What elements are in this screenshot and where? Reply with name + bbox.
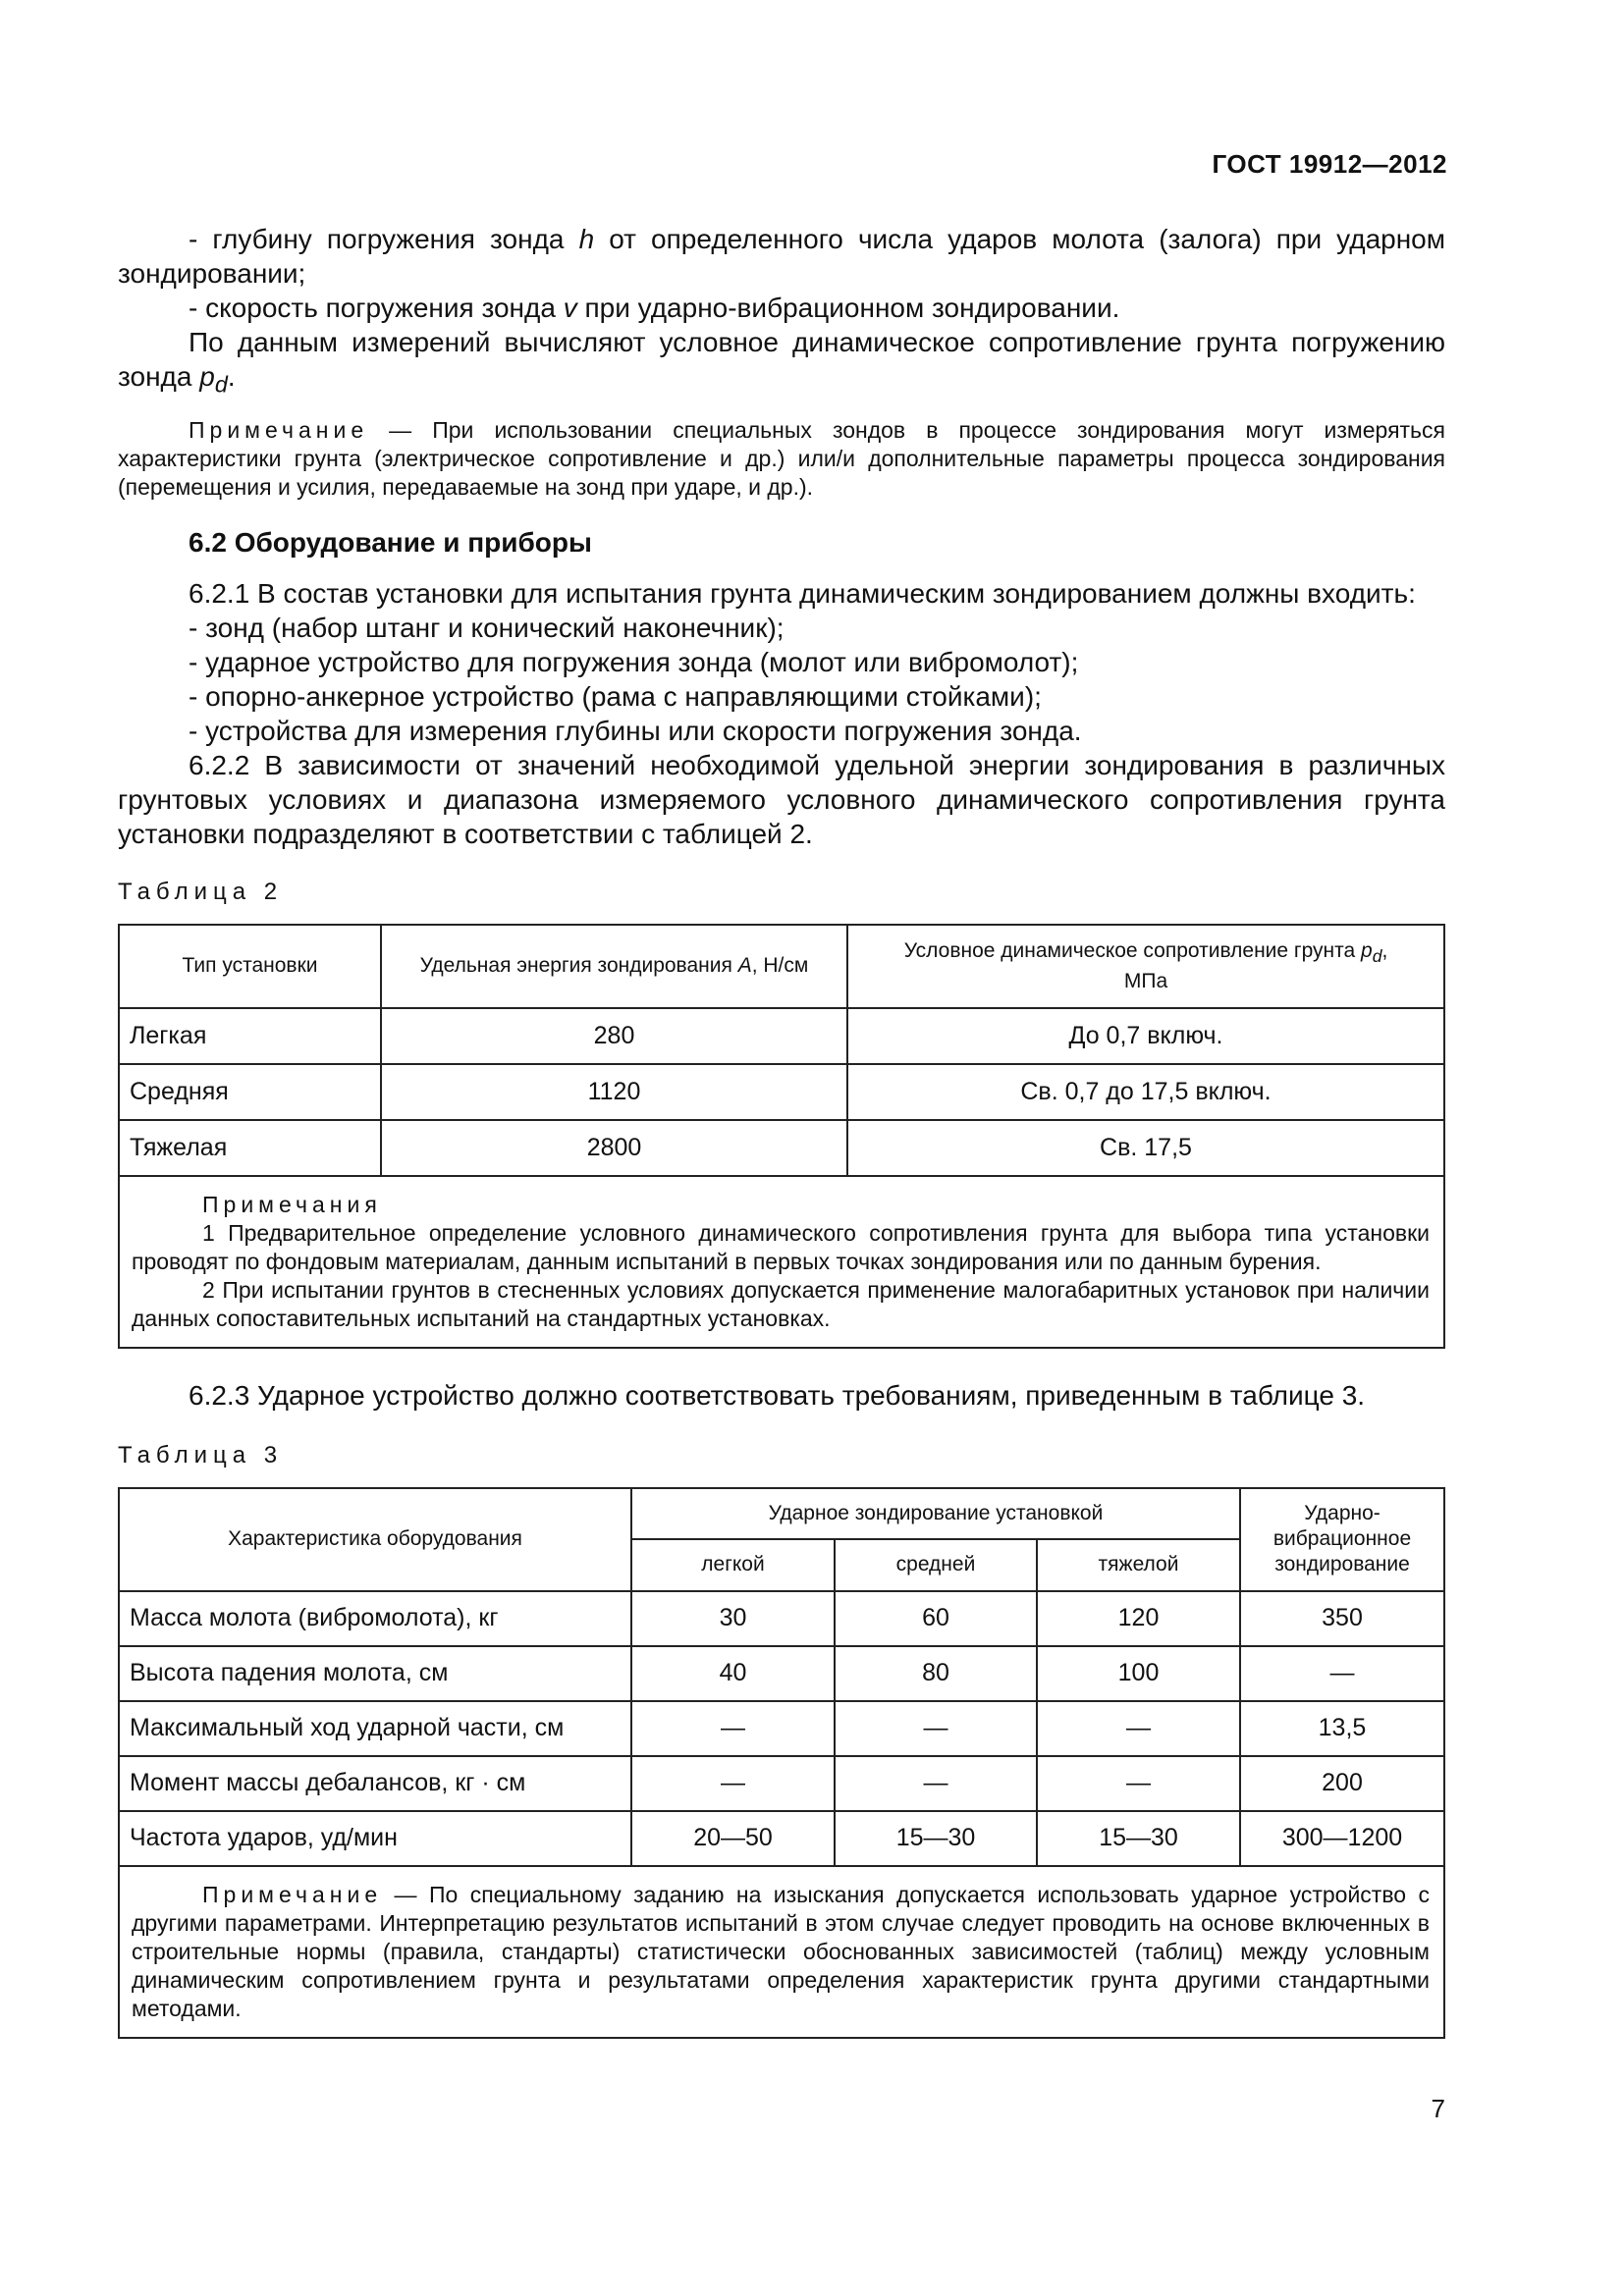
paragraph-6-2-3: 6.2.3 Ударное устройство должно соответствовать требованиям, приведенным в таблице 3. (189, 1379, 1366, 1411)
table2-note-2: 2 При испытании грунтов в стесненных условиях допускается применение малогабаритных установок при наличии данных сопоставительных испытаний на стандартных установках. (132, 1276, 1430, 1331)
text-fragment: от определенного числа ударов молота (залога) при ударном зондировании; (118, 224, 1446, 289)
list-item-depth (118, 222, 1445, 291)
table3-cell-name: Максимальный ход ударной части, см (119, 1701, 631, 1756)
intro-note (118, 416, 1445, 502)
text-fragment: . (227, 361, 236, 392)
table3-cell-light: — (631, 1701, 835, 1756)
note-label: Примечание (189, 416, 369, 443)
text-fragment: - скорость погружения зонда (189, 293, 564, 323)
variable-a: A (737, 954, 752, 978)
subscript-d: d (214, 371, 228, 398)
variable-v: v (563, 293, 577, 323)
list-item-speed (118, 291, 1445, 325)
text-fragment: , Н/см (751, 954, 809, 978)
text-fragment: при ударно-вибрационном зондировании. (576, 293, 1120, 323)
text-fragment: Ударно- (1304, 1502, 1380, 1525)
table3-cell-name: Частота ударов, уд/мин (119, 1811, 631, 1866)
table2 (118, 924, 1445, 1349)
table2-cell-energy: 1120 (381, 1064, 847, 1120)
table-row (119, 1811, 1444, 1866)
table3-cell-heavy: — (1037, 1756, 1240, 1811)
page-number: 7 (1431, 2094, 1445, 2123)
equipment-item: - опорно-анкерное устройство (рама с направляющими стойками); (189, 680, 1042, 712)
table3-header-impact: Ударное зондирование установкой (631, 1488, 1240, 1539)
table2-note-1: 1 Предварительное определение условного динамического сопротивления грунта для выбора типа установки проводят по фондовым материалам, данным испытаний в первых точках зондирования или по данным бурения. (132, 1219, 1430, 1274)
table2-cell-resistance: Св. 17,5 (847, 1120, 1444, 1176)
table3-cell-light: 20—50 (631, 1811, 835, 1866)
notes-label: Примечания (202, 1191, 382, 1217)
subscript-d: d (1372, 945, 1382, 966)
table3-cell-heavy: 15—30 (1037, 1811, 1240, 1866)
section-heading: 6.2 Оборудование и приборы (189, 526, 592, 558)
table3-cell-heavy: 120 (1037, 1591, 1240, 1646)
table3-cell-light: 30 (631, 1591, 835, 1646)
table3 (118, 1487, 1445, 2039)
table3-header-heavy: тяжелой (1037, 1539, 1240, 1591)
table3-cell-medium: 80 (835, 1646, 1037, 1701)
text-fragment: , (1381, 938, 1388, 962)
paragraph-calculation (118, 325, 1445, 402)
document-code: ГОСТ 19912—2012 (1212, 149, 1447, 179)
table3-cell-vibro: 350 (1240, 1591, 1444, 1646)
table3-header-characteristic: Характеристика оборудования (119, 1488, 631, 1591)
table2-header-type: Тип установки (119, 925, 381, 1008)
paragraph-6-2-2: 6.2.2 В зависимости от значений необходимой удельной энергии зондирования в различных грунтовых условиях и диапазона измеряемого условного динамического сопротивления грунта установки подразделяют в соответствии с таблицей 2. (118, 749, 1445, 849)
table2-title: Таблица 2 (118, 878, 284, 905)
table3-cell-vibro: — (1240, 1646, 1444, 1701)
table2-header-energy (381, 925, 847, 1008)
table3-cell-heavy: 100 (1037, 1646, 1240, 1701)
table3-note-paragraph (132, 1881, 1430, 2023)
table2-cell-energy: 280 (381, 1008, 847, 1064)
table2-cell-resistance: До 0,7 включ. (847, 1008, 1444, 1064)
table3-title: Таблица 3 (118, 1441, 284, 1468)
table-row (119, 1008, 1444, 1064)
text-fragment: - глубину погружения зонда (189, 224, 579, 254)
table3-cell-light: 40 (631, 1646, 835, 1701)
note-label: Примечание (202, 1881, 383, 1907)
equipment-item: - ударное устройство для погружения зонда (молот или вибромолот); (189, 646, 1079, 677)
variable-p: p (199, 361, 215, 392)
table3-cell-medium: — (835, 1701, 1037, 1756)
table2-notes-row (119, 1176, 1444, 1348)
note-text: — При использовании специальных зондов в процессе зондирования могут измеряться характеристики грунта (электрическое сопротивление и др.) или/и дополнительные параметры процесса зондирования (перемещения и усилия, передаваемые на зонд при ударе, и др.). (118, 416, 1445, 500)
table2-cell-type: Легкая (119, 1008, 381, 1064)
unit-mpa: МПа (1123, 969, 1168, 992)
table2-header-row (119, 925, 1444, 1008)
table3-cell-name: Масса молота (вибромолота), кг (119, 1591, 631, 1646)
table2-cell-energy: 2800 (381, 1120, 847, 1176)
table3-cell-vibro: 200 (1240, 1756, 1444, 1811)
table-row (119, 1701, 1444, 1756)
table3-note-row (119, 1866, 1444, 2038)
table3-note (119, 1866, 1444, 2038)
table-row (119, 1646, 1444, 1701)
table3-header-vibro (1240, 1488, 1444, 1591)
table3-cell-light: — (631, 1756, 835, 1811)
table3-cell-medium: — (835, 1756, 1037, 1811)
table2-notes (119, 1176, 1444, 1348)
text-fragment: Условное динамическое сопротивление грунта (903, 938, 1362, 962)
text-fragment: вибрационное (1272, 1527, 1412, 1551)
variable-h: h (578, 224, 595, 254)
table3-cell-medium: 15—30 (835, 1811, 1037, 1866)
paragraph-6-2-1: 6.2.1 В состав установки для испытания грунта динамическим зондированием должны входить: (189, 577, 1416, 609)
table-row (119, 1120, 1444, 1176)
table-row (119, 1064, 1444, 1120)
text-fragment: Удельная энергия зондирования (419, 954, 738, 978)
variable-p: p (1361, 938, 1373, 962)
table3-header-light: легкой (631, 1539, 835, 1591)
table3-cell-heavy: — (1037, 1701, 1240, 1756)
table3-cell-vibro: 300—1200 (1240, 1811, 1444, 1866)
table2-cell-type: Средняя (119, 1064, 381, 1120)
equipment-item: - устройства для измерения глубины или скорости погружения зонда. (189, 715, 1082, 746)
table2-header-resistance (847, 925, 1444, 1008)
page-content (118, 222, 1445, 2039)
text-fragment: По данным измерений вычисляют условное динамическое сопротивление грунта погружению зонда (118, 327, 1445, 392)
table3-cell-name: Момент массы дебалансов, кг · см (119, 1756, 631, 1811)
table2-cell-type: Тяжелая (119, 1120, 381, 1176)
table3-cell-medium: 60 (835, 1591, 1037, 1646)
table2-cell-resistance: Св. 0,7 до 17,5 включ. (847, 1064, 1444, 1120)
table3-cell-name: Высота падения молота, см (119, 1646, 631, 1701)
equipment-item: - зонд (набор штанг и конический наконечник); (189, 612, 785, 643)
note-text: — По специальному заданию на изыскания допускается использовать ударное устройство с другими параметрами. Интерпретацию результатов испытаний в этом случае следует проводить на основе включенных в строительные нормы (правила, стандарты) статистически обоснованных зависимостей (таблиц) между условным динамическим сопротивлением грунта и результатами определения характеристик грунта другими стандартными методами. (132, 1881, 1430, 2021)
table-row (119, 1756, 1444, 1811)
table3-header-row (119, 1488, 1444, 1539)
text-fragment: зондирование (1274, 1553, 1410, 1576)
table-row (119, 1591, 1444, 1646)
table3-header-medium: средней (835, 1539, 1037, 1591)
table3-cell-vibro: 13,5 (1240, 1701, 1444, 1756)
